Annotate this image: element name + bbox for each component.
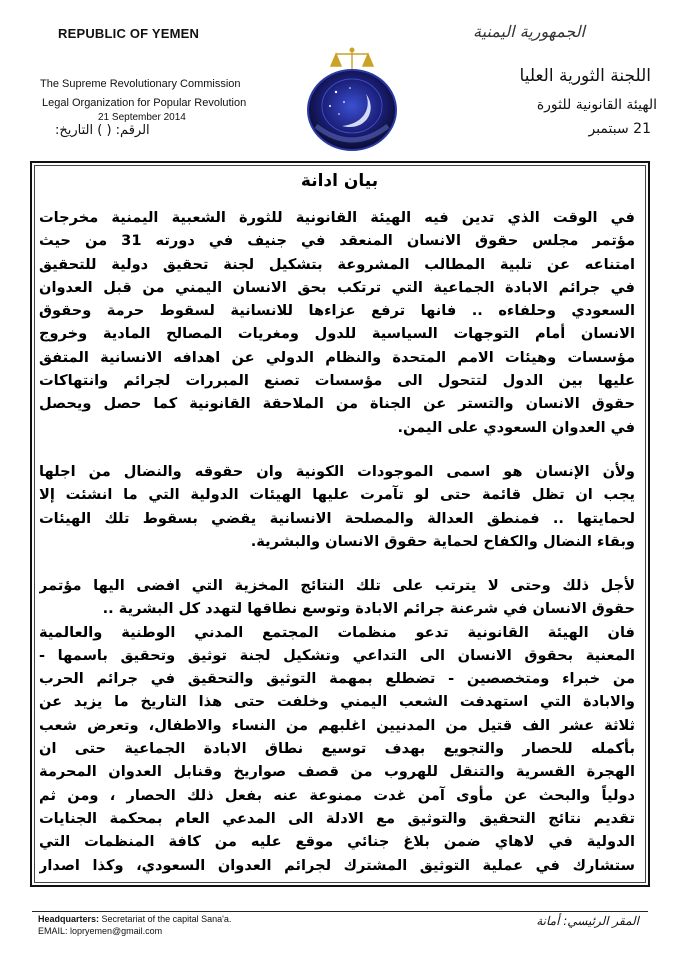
text-line: لأجل ذلك وحتى لا يترتب على تلك النتائج المخزية التي افضى اليها مؤتمر bbox=[39, 577, 635, 594]
text-line: بأكمله للحصار والتجويع بهدف توسيع نطاق الابادة الجماعية حتى ان bbox=[39, 740, 635, 758]
text-line: حقوق الانسان والتستر عن الجناة من الملاحقة القانونية كما حصل ويحصل bbox=[39, 395, 635, 413]
text-line: والابادة التي استهدفت الشعب اليمني وخلفت حتى هذا التاريخ ما يزيد عن bbox=[39, 693, 635, 711]
commission-name: The Supreme Revolutionary Commission bbox=[40, 78, 241, 90]
paragraph-2 bbox=[39, 460, 635, 553]
text-line: في جرائم الابادة الجماعية التي ترتكب بحق الانسان اليمني من قبل العدوان bbox=[39, 278, 635, 296]
number-date-field: الرقم: ( ) التاريخ: bbox=[55, 123, 150, 138]
text-line: مؤسسات وهيئات الامم المتحدة والنظام الدولي عن اهدافه الانسانية المتفق bbox=[39, 348, 635, 366]
text-line: فان الهيئة القانونية تدعو منظمات المجتمع المدني الوطنية والعالمية bbox=[39, 623, 635, 641]
text-line: ولأن الإنسان هو اسمى الموجودات الكونية وان حقوقه والنضال من اجلها bbox=[39, 463, 635, 480]
text-line: في العدوان السعودي على اليمن. bbox=[397, 418, 635, 436]
text-line: حقوق الانسان في شرعنة جرائم الابادة وتوسع نطاقها لتهدد كل البشرية .. bbox=[102, 600, 635, 618]
arabic-republic-title: الجمهورية اليمنية bbox=[472, 22, 585, 41]
text-line: امتناعه عن تلبية المطالب المشروعة بتشكيل لجنة تحقيق دولية للتحقيق bbox=[39, 255, 635, 273]
text-line: عليها بين الدول لتتحول الى مؤسسات تصنع المبررات لجرائم وانتهاكات bbox=[39, 372, 635, 390]
text-line: المعنية بحقوق الانسان الى التداعي وتشكيل لجنة توثيق وتحقيق باسمها - bbox=[39, 646, 635, 664]
paragraph-1 bbox=[39, 206, 635, 439]
text-line: الدولية في لاهاي ضمن بلاغ جنائي موقع عليه من كافة المنظمات التي bbox=[39, 833, 635, 851]
text-line: من خبراء ومتخصصين - تضطلع بمهمة التوثيق والتحقيق في جرائم الحرب bbox=[39, 670, 635, 688]
text-line: تقديم نتائج التحقيق والتوثيق مع الادلة الى المدعي العام بمحكمة الجنايات bbox=[39, 809, 635, 827]
text-line: ستشارك في عملية التوثيق المشترك لجرائم العدوان السعودي، وكذا اصدار bbox=[39, 856, 635, 874]
date-english: 21 September 2014 bbox=[98, 112, 186, 123]
text-line: السعودي وحلفاءه .. فانها ترفع عزاءها للانسانية لسقوط حرمة وحقوق bbox=[39, 302, 635, 320]
organization-seal-logo bbox=[306, 44, 398, 152]
headquarters-value: Secretariat of the capital Sana'a. bbox=[101, 914, 232, 924]
paragraph-3 bbox=[39, 574, 635, 877]
text-line: لحمايتها .. فمنطق العدالة والمصلحة الانسانية يقضي بسقوط تلك الهيئات bbox=[39, 509, 635, 527]
text-line: مؤتمر مجلس حقوق الانسان المنعقد في جنيف في دورته 31 من حيث bbox=[39, 232, 635, 250]
email-line: EMAIL: lopryemen@gmail.com bbox=[38, 926, 163, 936]
text-line: الانسان أمام التوجهات السياسية للدول ومغريات المصالح المادية وخروج bbox=[39, 325, 635, 343]
text-line: وبقاء النضال والكفاح لحماية حقوق الانسان والبشرية. bbox=[250, 532, 635, 550]
footer-divider bbox=[32, 911, 648, 912]
text-line: دولياً والبحث عن مأوى آمن غدت ممنوعة عنه بفعل ذلك الحصار ، ومن ثم bbox=[39, 786, 635, 804]
republic-title: REPUBLIC OF YEMEN bbox=[58, 26, 200, 41]
text-line: في الوقت الذي تدين فيه الهيئة القانونية للثورة الشعبية اليمنية مخرجات bbox=[39, 209, 635, 226]
arabic-date: 21 سبتمبر bbox=[588, 121, 651, 137]
arabic-headquarters: المقر الرئيسي: أمانة bbox=[536, 914, 639, 928]
headquarters-label: Headquarters: bbox=[38, 914, 100, 924]
headquarters-line bbox=[38, 914, 231, 924]
statement-heading: بيان ادانة bbox=[300, 171, 379, 191]
arabic-legal-organization: الهيئة القانونية للثورة bbox=[536, 97, 657, 113]
text-line: يجب ان تظل قائمة حتى لو تآمرت عليها الهيئات الدولية التي ما انشئت إلا bbox=[39, 486, 635, 504]
legal-organization-name: Legal Organization for Popular Revolution bbox=[42, 97, 247, 109]
text-line: الهجرة القسرية والتنقل للهروب من قصف صواريخ وقنابل العدوان المحرمة bbox=[39, 763, 635, 781]
text-line: ثلاثة عشر الف قتيل من المدنيين اغلبهم من النساء والاطفال، وتعرض شعب bbox=[39, 716, 635, 734]
arabic-committee-name: اللجنة الثورية العليا bbox=[519, 66, 651, 86]
